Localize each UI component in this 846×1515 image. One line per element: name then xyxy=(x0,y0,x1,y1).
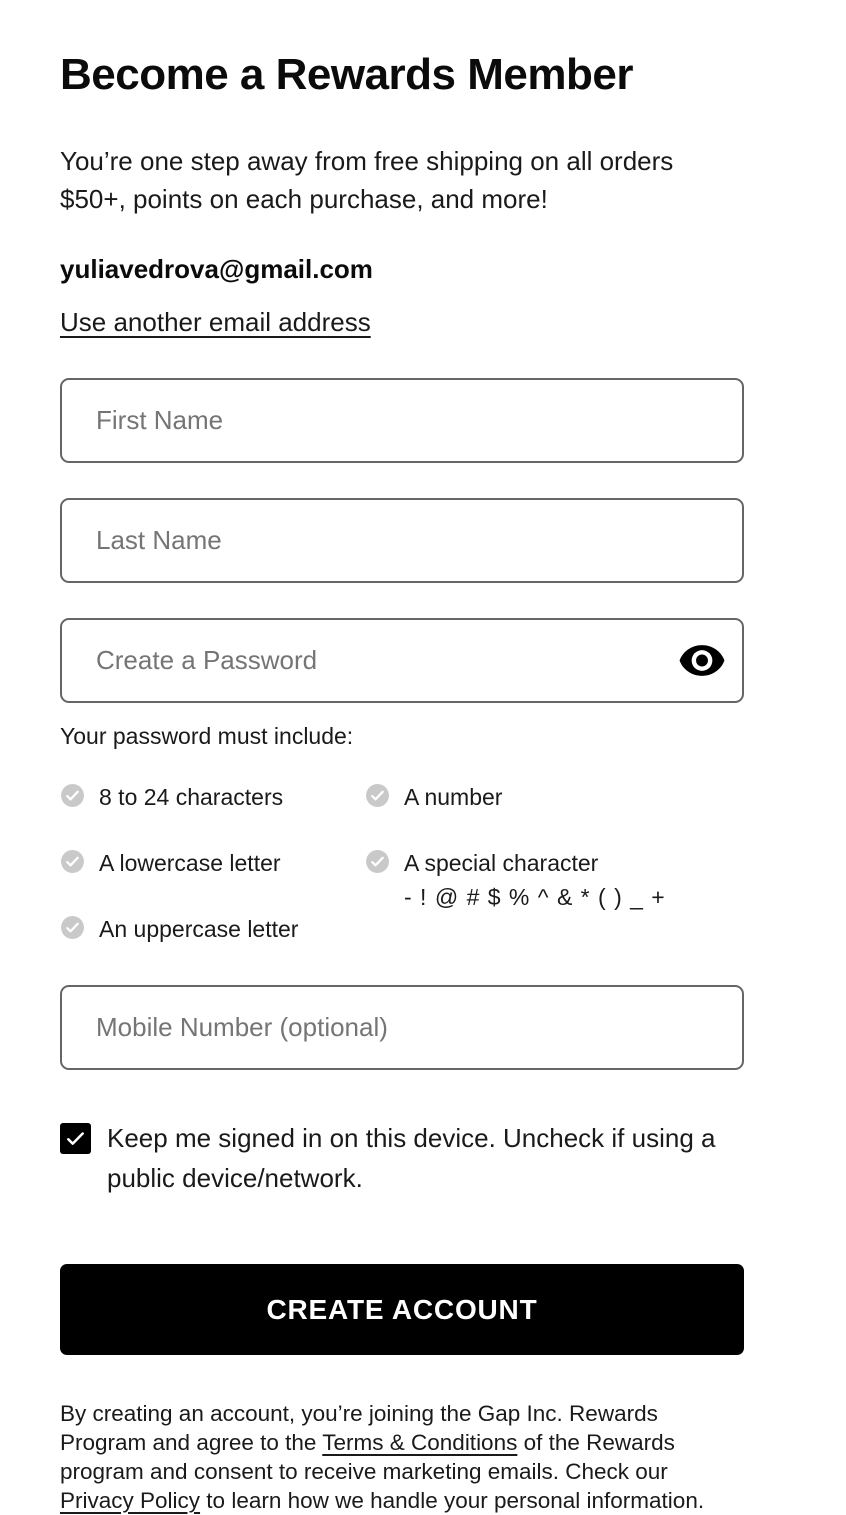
password-requirements-label: Your password must include: xyxy=(60,723,354,749)
requirement-text: A number xyxy=(404,784,503,810)
create-account-button[interactable]: CREATE ACCOUNT xyxy=(60,1264,744,1355)
legal-text: to learn how we handle your personal information. xyxy=(200,1488,705,1513)
requirement-text: An uppercase letter xyxy=(99,916,299,942)
page-subtitle: You’re one step away from free shipping on all orders $50+, points on each purchase, and more! xyxy=(60,146,674,214)
last-name-input[interactable] xyxy=(60,498,744,583)
requirements-column-2 xyxy=(365,784,666,945)
requirement-text: A special character xyxy=(404,850,599,876)
checkmark-icon xyxy=(64,1127,87,1150)
legal-disclaimer xyxy=(60,1399,708,1515)
requirement-text: 8 to 24 characters xyxy=(99,784,284,810)
eye-icon xyxy=(679,644,725,677)
requirement-item xyxy=(365,850,666,911)
special-characters-list: - ! @ # $ % ^ & * ( ) _ + xyxy=(404,884,666,910)
keep-signed-in-checkbox[interactable] xyxy=(60,1123,91,1154)
check-circle-icon xyxy=(60,783,85,813)
terms-and-conditions-link[interactable]: Terms & Conditions xyxy=(322,1430,518,1455)
requirement-item xyxy=(365,784,666,813)
first-name-input[interactable] xyxy=(60,378,744,463)
check-circle-icon xyxy=(365,849,390,879)
privacy-policy-link[interactable]: Privacy Policy xyxy=(60,1488,201,1513)
requirements-column-1 xyxy=(60,784,365,945)
requirement-text: A lowercase letter xyxy=(99,850,281,876)
use-another-email-link[interactable]: Use another email address xyxy=(60,307,371,337)
check-circle-icon xyxy=(365,783,390,813)
last-name-field-wrapper xyxy=(60,498,744,583)
requirement-item xyxy=(60,850,365,879)
signup-form xyxy=(60,0,744,1515)
first-name-field-wrapper xyxy=(60,378,744,463)
check-circle-icon xyxy=(60,915,85,945)
legal-text: By creating an account, you’re joining the Gap Inc. Rewards Program and agree to the xyxy=(60,1401,658,1455)
keep-signed-in-label[interactable]: Keep me signed in on this device. Uncheck if using a public device/network. xyxy=(107,1123,716,1193)
page-title: Become a Rewards Member xyxy=(60,50,633,99)
mobile-number-input[interactable] xyxy=(60,985,744,1070)
password-requirements-list xyxy=(60,784,744,945)
legal-text: of the Rewards program and consent to receive marketing emails. Check our xyxy=(60,1430,675,1484)
email-address: yuliavedrova@gmail.com xyxy=(60,254,373,284)
password-field-wrapper xyxy=(60,618,744,703)
password-input[interactable] xyxy=(60,618,744,703)
mobile-number-field-wrapper xyxy=(60,985,744,1070)
show-password-button[interactable] xyxy=(678,641,726,681)
keep-signed-in-row xyxy=(60,1118,744,1198)
requirement-item xyxy=(60,784,365,813)
check-circle-icon xyxy=(60,849,85,879)
requirement-item xyxy=(60,916,365,945)
